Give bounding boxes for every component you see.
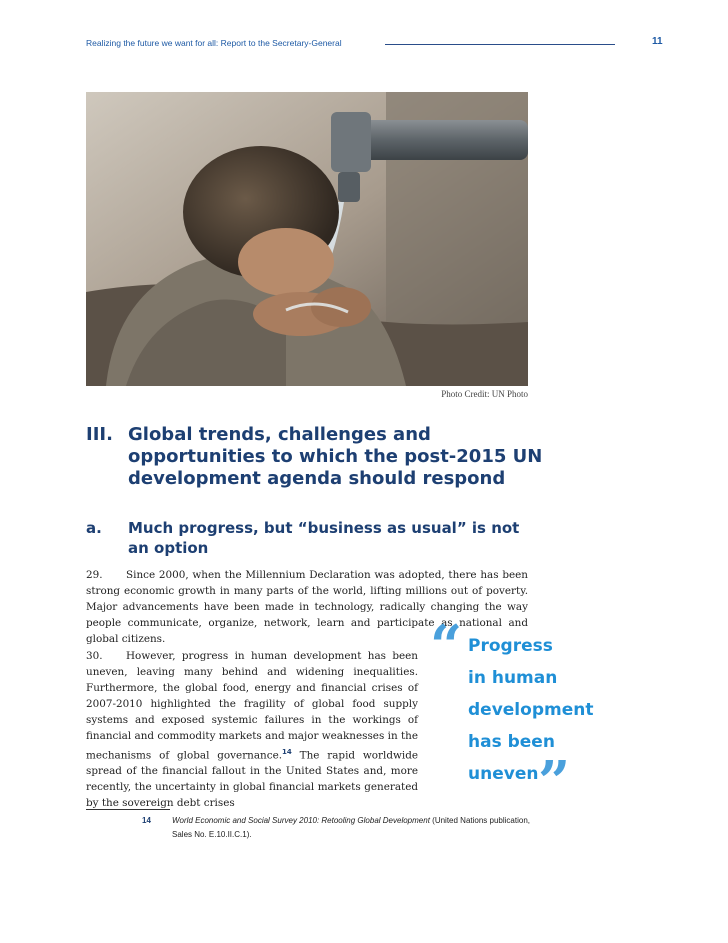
page-number: 11 [652,36,663,47]
running-header [86,38,526,52]
footnote-reference[interactable]: 14 [282,748,292,756]
child-drinking-water-photo [86,92,528,386]
paragraph-text: However, progress in human development has been uneven, leaving many behind and widening inequalities. Furthermore, the global food, energy and financial crises of 2007-2010 highlighted the fragility of global food supply systems and exposed systemic failures in the workings of financial and commodity markets and major weaknesses in the mechanisms of global governance. [86,650,418,762]
section-title: Global trends, challenges and opportunities to which the post-2015 UN development agenda should respond [128,424,543,489]
footnote-title: World Economic and Social Survey 2010: Retooling Global Development [172,816,430,825]
footnote-source: (United Nations publication, Sales No. E.10.II.C.1). [172,816,530,839]
footnote-rule [86,809,170,810]
pull-quote-line: in human [468,668,558,688]
pull-quote-line: Progress [468,636,553,656]
paragraph-number: 30. [86,650,103,662]
pull-quote-line: uneven [468,764,539,784]
pull-quote-line: has been [468,732,555,752]
photo-illustration [86,92,528,386]
footnote-number: 14 [142,816,151,825]
subsection-letter: a. [86,519,102,537]
running-header-title: Realizing the future we want for all: Report to the Secretary-General [86,38,342,48]
header-rule [385,44,615,45]
pull-quote-line: development [468,700,594,720]
paragraph-text-continued: The rapid worldwide spread of the financial fallout in the United States and, more recently, the uncertainty in global financial markets generated by the sovereign debt crises [86,749,418,810]
section-number: III. [86,424,113,445]
close-quote-mark: ” [538,749,571,815]
open-quote-mark: “ [430,613,463,679]
paragraph-text: Since 2000, when the Millennium Declaration was adopted, there has been strong economic growth in many parts of the world, lifting millions out of poverty. Major advancements have been made in technology, radically changing the way people communicate, organize, network, learn and participate as national and global citizens. [86,569,528,645]
paragraph-30 [86,648,418,811]
subsection-title: Much progress, but “business as usual” is not an option [128,519,520,557]
footnote-text [172,814,542,842]
photo-credit: Photo Credit: UN Photo [441,389,528,399]
pull-quote [420,613,620,815]
paragraph-number: 29. [86,569,103,581]
